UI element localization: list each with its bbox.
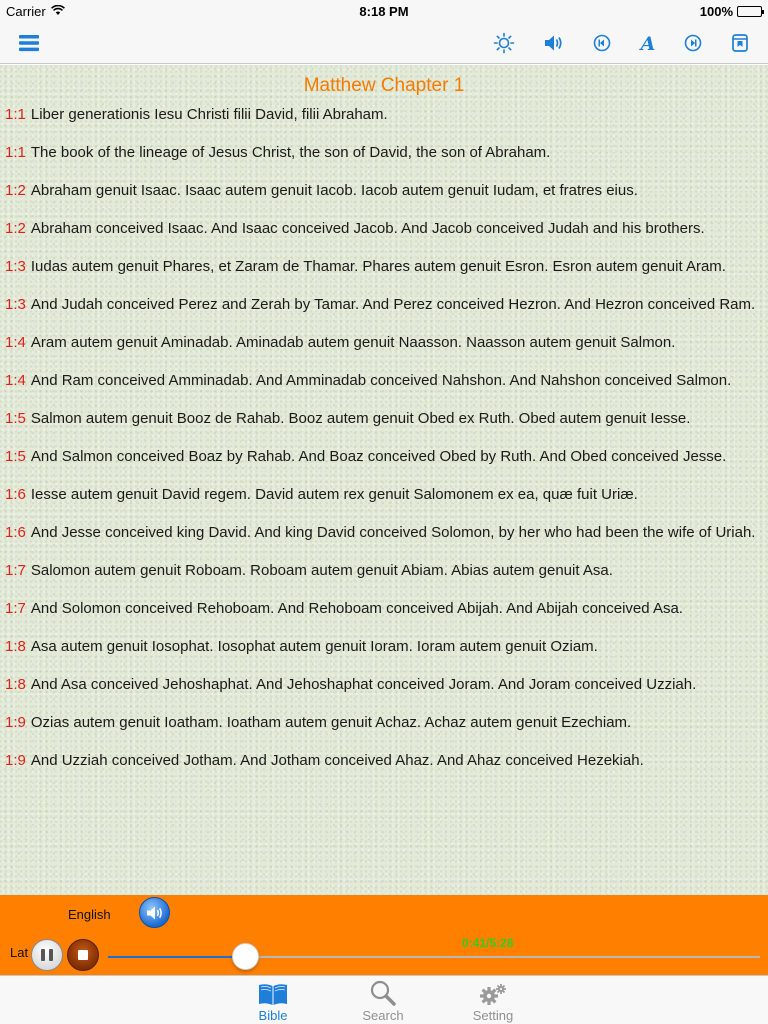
verse-text: And Asa conceived Jehoshaphat. And Jehoshaphat conceived Joram. And Joram conceived Uzziah. <box>30 676 697 693</box>
verse-ref: 1:3 <box>5 258 26 275</box>
verse-ref: 1:4 <box>5 372 26 389</box>
lat-label: Lat <box>10 945 29 960</box>
tab-search-label: Search <box>362 1008 404 1023</box>
verse-item[interactable] <box>0 181 768 200</box>
verse-text: And Ram conceived Amminadab. And Amminadab conceived Nahshon. And Nahshon conceived Salmon. <box>30 372 732 389</box>
verse-item[interactable] <box>0 105 768 124</box>
verse-text: Salmon autem genuit Booz de Rahab. Booz autem genuit Obed ex Ruth. Obed autem genuit Iesse. <box>30 410 691 427</box>
tab-bar <box>0 975 768 1024</box>
font-icon[interactable] <box>635 30 661 56</box>
verse-item[interactable] <box>0 485 768 504</box>
battery-percent: 100% <box>699 4 733 19</box>
verse-ref: 1:6 <box>5 486 26 503</box>
tab-search[interactable] <box>343 980 423 1023</box>
verse-item[interactable] <box>0 143 768 162</box>
verse-item[interactable] <box>0 561 768 580</box>
verse-ref: 1:8 <box>5 638 26 655</box>
verse-ref: 1:2 <box>5 220 26 237</box>
chapter-title: Matthew Chapter 1 <box>303 75 465 96</box>
status-time: 8:18 PM <box>359 4 409 19</box>
tab-setting-label: Setting <box>472 1008 514 1023</box>
verse-item[interactable] <box>0 219 768 238</box>
verse-ref: 1:5 <box>5 448 26 465</box>
verse-text: Liber generationis Iesu Christi filii David, filii Abraham. <box>30 106 388 123</box>
bible-icon <box>233 980 313 1006</box>
stop-icon <box>78 950 88 960</box>
tab-bible-label: Bible <box>258 1008 288 1023</box>
verse-text: Abraham conceived Isaac. And Isaac conceived Jacob. And Jacob conceived Judah and his brothers. <box>30 220 705 237</box>
menu-icon[interactable] <box>16 30 42 56</box>
verse-text: Ozias autem genuit Ioatham. Ioatham autem genuit Achaz. Achaz autem genuit Ezechiam. <box>30 714 632 731</box>
speaker-icon <box>145 904 165 922</box>
status-right <box>700 4 762 19</box>
verse-text: Iesse autem genuit David regem. David autem rex genuit Salomonem ex ea, quæ fuit Uriæ. <box>30 486 638 503</box>
verse-item[interactable] <box>0 295 768 314</box>
verse-item[interactable] <box>0 637 768 656</box>
verse-ref: 1:8 <box>5 676 26 693</box>
verse-item[interactable] <box>0 713 768 732</box>
next-chapter-icon[interactable] <box>680 30 706 56</box>
progress-slider[interactable] <box>108 956 760 958</box>
verse-ref: 1:9 <box>5 714 26 731</box>
status-bar <box>0 0 768 22</box>
verse-text: Iudas autem genuit Phares, et Zaram de Thamar. Phares autem genuit Esron. Esron autem genuit Aram. <box>30 258 726 275</box>
verse-ref: 1:7 <box>5 600 26 617</box>
verse-item[interactable] <box>0 675 768 694</box>
verse-item[interactable] <box>0 409 768 428</box>
verse-ref: 1:7 <box>5 562 26 579</box>
verse-text: Asa autem genuit Iosophat. Iosophat autem genuit Ioram. Ioram autem genuit Oziam. <box>30 638 598 655</box>
speaker-icon[interactable] <box>541 30 567 56</box>
speaker-button[interactable] <box>139 897 170 928</box>
verse-text: And Salmon conceived Boaz by Rahab. And Boaz conceived Obed by Ruth. And Obed conceived Jesse. <box>30 448 727 465</box>
verse-item[interactable] <box>0 523 768 542</box>
verse-ref: 1:1 <box>5 144 26 161</box>
slider-thumb[interactable] <box>232 943 259 970</box>
pause-icon <box>41 949 45 961</box>
verse-text: Aram autem genuit Aminadab. Aminadab autem genuit Naasson. Naasson autem genuit Salmon. <box>30 334 676 351</box>
verse-text: Abraham genuit Isaac. Isaac autem genuit Iacob. Iacob autem genuit Iudam, et fratres eius. <box>30 182 638 199</box>
pause-button[interactable] <box>31 939 63 971</box>
verse-item[interactable] <box>0 333 768 352</box>
previous-chapter-icon[interactable] <box>589 30 615 56</box>
verse-text: Salomon autem genuit Roboam. Roboam autem genuit Abiam. Abias autem genuit Asa. <box>30 562 613 579</box>
verse-ref: 1:1 <box>5 106 26 123</box>
verse-item[interactable] <box>0 751 768 770</box>
tab-setting[interactable] <box>453 980 533 1023</box>
chapter-content[interactable] <box>0 65 768 895</box>
slider-fill <box>108 956 245 958</box>
verse-ref: 1:4 <box>5 334 26 351</box>
brightness-icon[interactable] <box>491 30 517 56</box>
top-toolbar <box>0 22 768 64</box>
verse-text: And Jesse conceived king David. And king David conceived Solomon, by her who had been the wife of Uriah. <box>30 524 756 541</box>
verse-ref: 1:9 <box>5 752 26 769</box>
battery-icon <box>737 6 762 17</box>
verse-text: And Solomon conceived Rehoboam. And Rehoboam conceived Abijah. And Abijah conceived Asa. <box>30 600 683 617</box>
verse-item[interactable] <box>0 257 768 276</box>
verse-text: And Judah conceived Perez and Zerah by Tamar. And Perez conceived Hezron. And Hezron conceived Ram. <box>30 296 756 313</box>
verse-item[interactable] <box>0 447 768 466</box>
verse-text: The book of the lineage of Jesus Christ, the son of David, the son of Abraham. <box>30 144 551 161</box>
search-icon <box>343 980 423 1006</box>
time-readout: 0:41/5:28 <box>462 936 514 950</box>
verse-ref: 1:6 <box>5 524 26 541</box>
verse-item[interactable] <box>0 371 768 390</box>
verse-ref: 1:3 <box>5 296 26 313</box>
tab-bible[interactable] <box>233 980 313 1023</box>
verse-ref: 1:5 <box>5 410 26 427</box>
verse-list <box>0 105 768 770</box>
settings-icon <box>453 980 533 1006</box>
verse-item[interactable] <box>0 599 768 618</box>
verse-text: And Uzziah conceived Jotham. And Jotham conceived Ahaz. And Ahaz conceived Hezekiah. <box>30 752 644 769</box>
stop-button[interactable] <box>67 939 99 971</box>
verse-ref: 1:2 <box>5 182 26 199</box>
carrier-label: Carrier <box>6 4 46 19</box>
language-label: English <box>68 907 111 922</box>
bookmark-icon[interactable] <box>727 30 753 56</box>
audio-player <box>0 895 768 975</box>
svg-text:A: A <box>640 33 656 53</box>
